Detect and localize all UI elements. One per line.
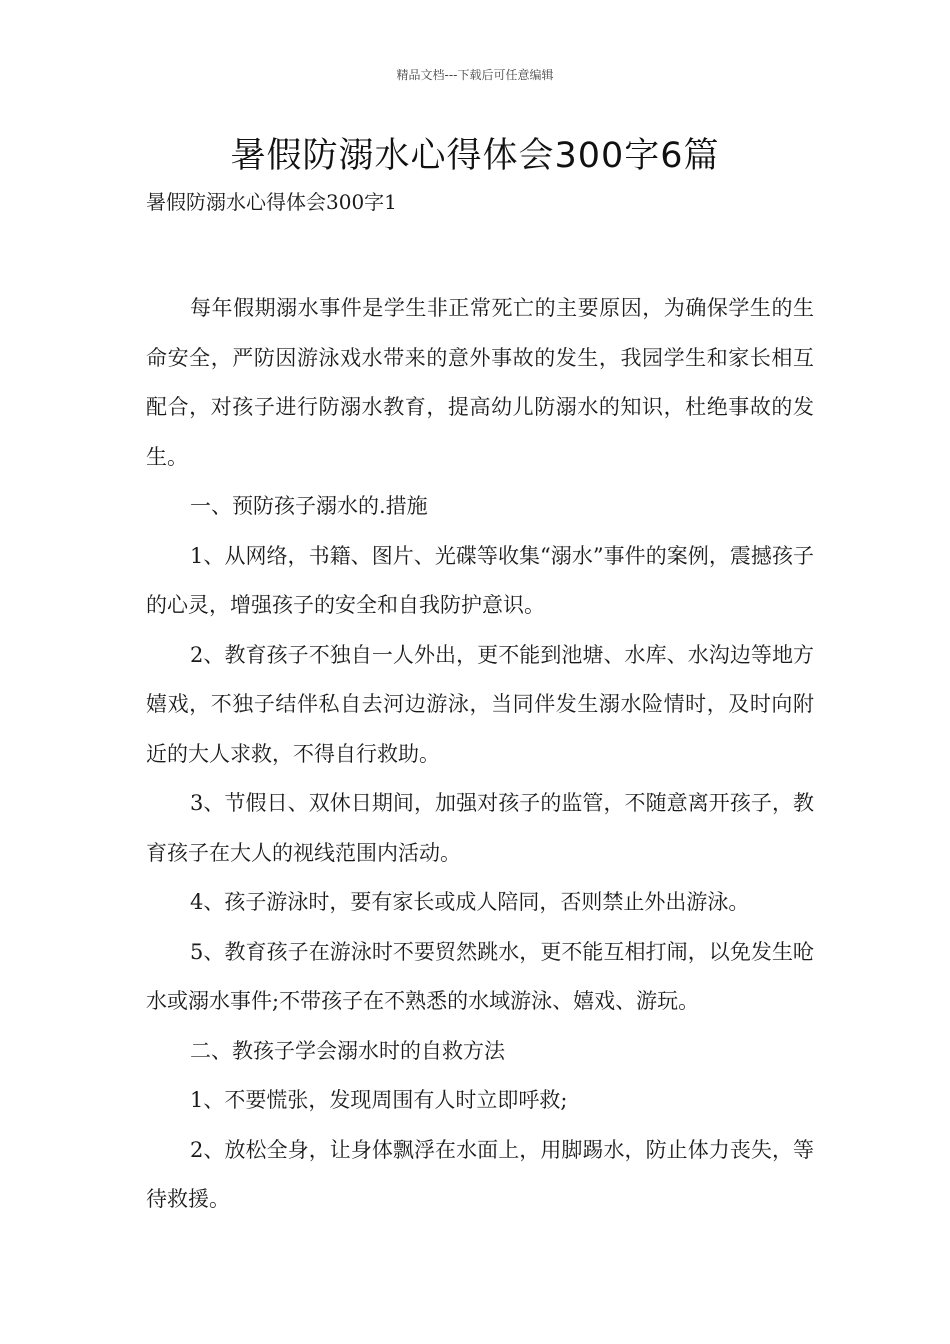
section-heading-self-rescue: 二、教孩子学会溺水时的自救方法 [190,1038,505,1063]
header-note: 精品文档---下载后可任意编辑 [396,68,554,82]
section-subtitle: 暑假防溺水心得体会300字1 [146,190,397,214]
paragraph-intro: 每年假期溺水事件是学生非正常死亡的主要原因，为确保学生的生命安全，严防因游泳戏水带来的意外事故的发生，我园学生和家长相互配合，对孩子进行防溺水教育，提高幼儿防溺水的知识，杜绝事故的发生。 [146,296,814,469]
section-heading-prevention: 一、预防孩子溺水的.措施 [190,494,428,518]
paragraph-item: 2、教育孩子不独自一人外出，更不能到池塘、水库、水沟边等地方嬉戏，不独子结伴私自去河边游泳，当同伴发生溺水险情时，及时向附近的大人求救，不得自行救助。 [146,642,814,766]
paragraph-item: 5、教育孩子在游泳时不要贸然跳水，更不能互相打闹，以免发生呛水或溺水事件;不带孩子在不熟悉的水域游泳、嬉戏、游玩。 [146,939,814,1013]
paragraph-item: 1、从网络，书籍、图片、光碟等收集“溺水”事件的案例，震撼孩子的心灵，增强孩子的安全和自我防护意识。 [146,543,814,617]
paragraph-item: 3、节假日、双休日期间，加强对孩子的监管，不随意离开孩子，教育孩子在大人的视线范围内活动。 [146,791,814,865]
document-body [146,284,814,1225]
paragraph-item: 2、放松全身，让身体飘浮在水面上，用脚踢水，防止体力丧失，等待救援。 [146,1137,814,1211]
document-title: 暑假防溺水心得体会300字6篇 [230,136,720,176]
paragraph-item: 4、孩子游泳时，要有家长或成人陪同，否则禁止外出游泳。 [190,890,750,914]
paragraph-item: 1、不要慌张，发现周围有人时立即呼救; [190,1088,568,1112]
